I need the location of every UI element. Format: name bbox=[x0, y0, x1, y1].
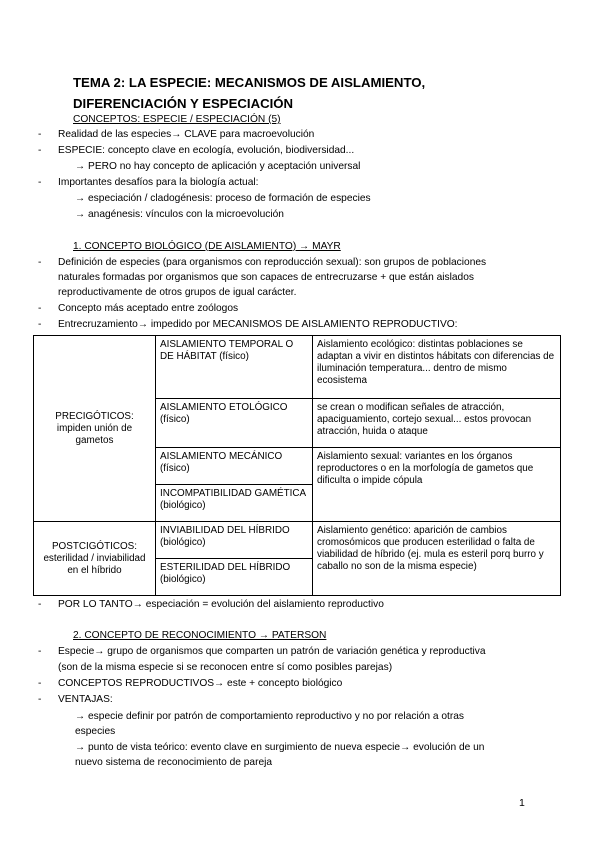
advantage-2-line-2: nuevo sistema de reconocimiento de pareja bbox=[75, 757, 273, 768]
postcygotic-desc: esterilidad / inviabilidad en el híbrido bbox=[43, 552, 146, 576]
intro-sub-2: → especiación / cladogénesis: proceso de formación de especies bbox=[75, 193, 371, 204]
bullet-dash: - bbox=[38, 319, 42, 330]
postcygotic-cell bbox=[34, 522, 156, 596]
bullet-dash: - bbox=[38, 145, 42, 156]
page-number: 1 bbox=[519, 797, 525, 809]
intro-item-1: Realidad de las especies→ CLAVE para macroevolución bbox=[58, 129, 315, 140]
precygotic-desc: impiden unión de gametos bbox=[56, 422, 133, 446]
description-cell: Aislamiento sexual: variantes en los órganos reproductores o en la morfología de gametos que dificulta o impide cópula bbox=[313, 448, 561, 522]
section1-item-3: Entrecruzamiento→ impedido por MECANISMOS DE AISLAMIENTO REPRODUCTIVO: bbox=[58, 319, 458, 330]
precygotic-cell bbox=[34, 336, 156, 522]
description-cell: Aislamiento genético: aparición de cambios cromosómicos que producen esterilidad o falta de viabilidad de híbrido (ej. mula es esteril porq burro y caballo no son de la misma especie) bbox=[313, 522, 561, 596]
bullet-dash: - bbox=[38, 599, 42, 610]
precygotic-title: PRECIGÓTICOS: bbox=[55, 410, 134, 422]
table-row bbox=[34, 522, 561, 559]
intro-sub-1: → PERO no hay concepto de aplicación y aceptación universal bbox=[75, 161, 361, 172]
mechanism-cell: INCOMPATIBILIDAD GAMÉTICA (biológico) bbox=[156, 485, 313, 522]
title-line-1: TEMA 2: LA ESPECIE: MECANISMOS DE AISLAMIENTO, bbox=[73, 75, 426, 90]
advantage-2-line-1: → punto de vista teórico: evento clave en surgimiento de nueva especie→ evolución de un bbox=[75, 742, 485, 753]
bullet-dash: - bbox=[38, 257, 42, 268]
section2-item-2: CONCEPTOS REPRODUCTIVOS→ este + concepto biológico bbox=[58, 678, 343, 689]
advantage-1-line-1: → especie definir por patrón de comportamiento reproductivo y no por relación a otras bbox=[75, 711, 465, 722]
bullet-dash: - bbox=[38, 303, 42, 314]
document-title bbox=[73, 72, 533, 114]
advantage-1-line-2: especies bbox=[75, 726, 116, 737]
mechanism-cell: AISLAMIENTO ETOLÓGICO (físico) bbox=[156, 399, 313, 448]
mechanism-cell: AISLAMIENTO TEMPORAL O DE HÁBITAT (físico) bbox=[156, 336, 313, 399]
bullet-dash: - bbox=[38, 646, 42, 657]
bullet-dash: - bbox=[38, 129, 42, 140]
description-cell: se crean o modifican señales de atracción, apaciguamiento, cortejo sexual... estos provocan atracción, huida o ataque bbox=[313, 399, 561, 448]
mechanism-cell: ESTERILIDAD DEL HÍBRIDO (biológico) bbox=[156, 559, 313, 596]
bullet-dash: - bbox=[38, 678, 42, 689]
mechanism-cell: AISLAMIENTO MECÁNICO (físico) bbox=[156, 448, 313, 485]
description-cell: Aislamiento ecológico: distintas poblaciones se adaptan a vivir en distintos hábitats con diferencias de iluminación temperatura... dentro de mismo ecosistema bbox=[313, 336, 561, 399]
table-row bbox=[34, 336, 561, 399]
section2-item-1-line-2: (son de la misma especie si se reconocen entre sí como posibles parejas) bbox=[58, 662, 393, 673]
mechanism-cell: INVIABILIDAD DEL HÍBRIDO (biológico) bbox=[156, 522, 313, 559]
intro-sub-3: → anagénesis: vínculos con la microevolución bbox=[75, 209, 284, 220]
postcygotic-title: POSTCIGÓTICOS: bbox=[51, 540, 138, 552]
isolation-mechanisms-table bbox=[33, 335, 561, 596]
bullet-dash: - bbox=[38, 177, 42, 188]
section1-heading: 1. CONCEPTO BIOLÓGICO (DE AISLAMIENTO) → MAYR bbox=[73, 241, 341, 252]
section2-heading: 2. CONCEPTO DE RECONOCIMIENTO → PATERSON bbox=[73, 630, 327, 641]
section2-item-1-line-1: Especie→ grupo de organismos que comparten un patrón de variación genética y reproductiva bbox=[58, 646, 486, 657]
bullet-dash: - bbox=[38, 694, 42, 705]
section1-item-2: Concepto más aceptado entre zoólogos bbox=[58, 303, 239, 314]
intro-item-2: ESPECIE: concepto clave en ecología, evolución, biodiversidad... bbox=[58, 145, 355, 156]
section2-item-3: VENTAJAS: bbox=[58, 694, 113, 705]
section1-def-line-2: naturales formadas por organismos que son capaces de entrecruzarse + que están aislados bbox=[58, 272, 474, 283]
intro-item-3: Importantes desafíos para la biología actual: bbox=[58, 177, 259, 188]
section1-conclusion: POR LO TANTO→ especiación = evolución del aislamiento reproductivo bbox=[58, 599, 384, 610]
intro-heading: CONCEPTOS: ESPECIE / ESPECIACIÓN (5) bbox=[73, 114, 281, 125]
section1-def-line-1: Definición de especies (para organismos con reproducción sexual): son grupos de poblaciones bbox=[58, 257, 487, 268]
section1-def-line-3: reproductivamente de otros grupos de igual carácter. bbox=[58, 287, 297, 298]
title-line-2: DIFERENCIACIÓN Y ESPECIACIÓN bbox=[73, 96, 294, 111]
